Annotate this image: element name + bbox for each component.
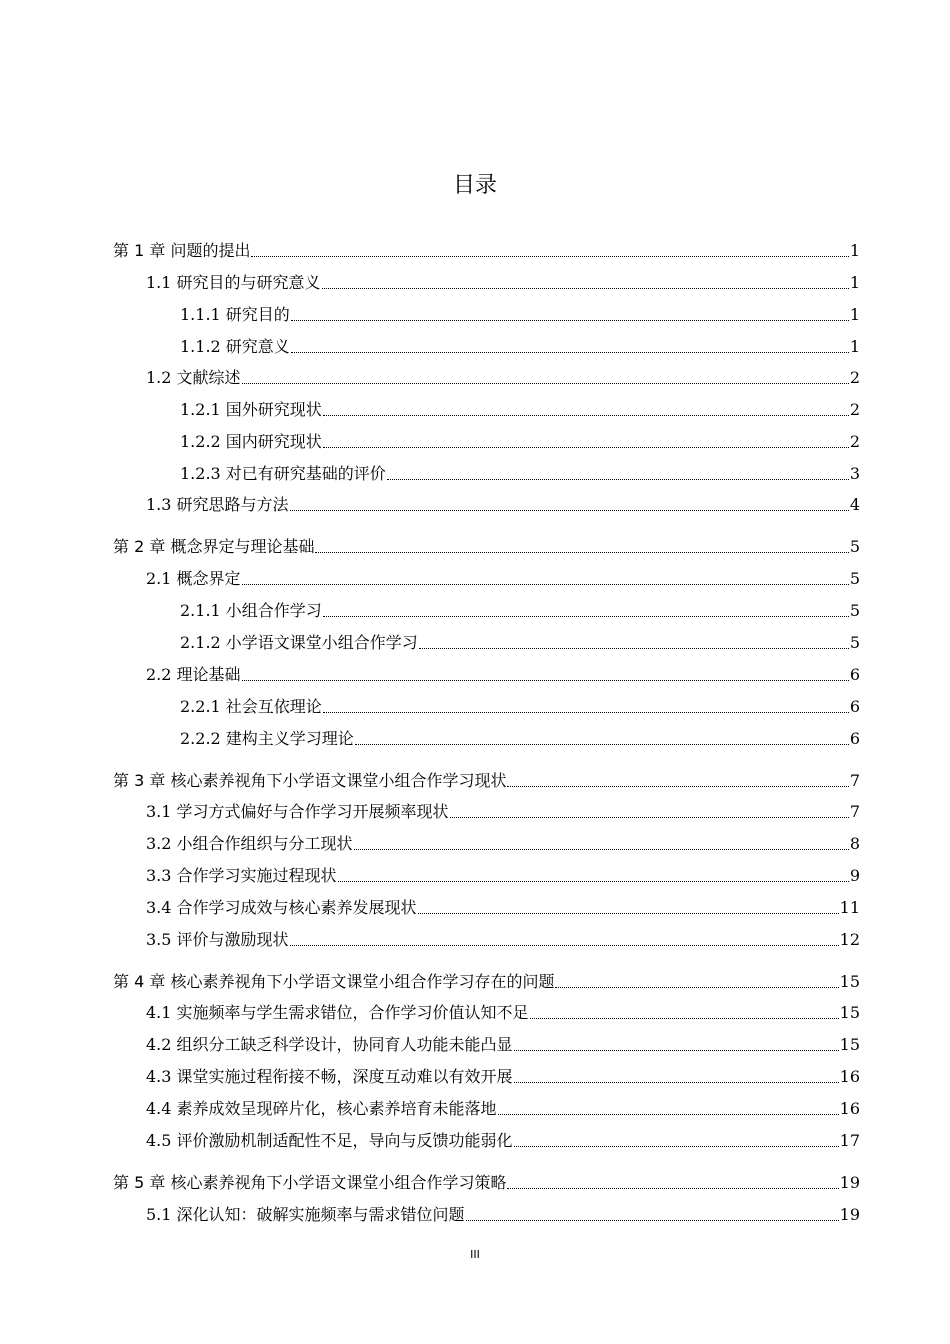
toc-section-entry[interactable] — [146, 1002, 860, 1024]
toc-entry-label: 3.5 评价与激励现状 — [146, 930, 289, 949]
toc-entry-label: 1.1 研究目的与研究意义 — [146, 273, 321, 292]
toc-section-entry[interactable] — [146, 1204, 860, 1226]
toc-section-entry[interactable] — [146, 929, 860, 951]
toc-section-entry[interactable] — [146, 865, 860, 887]
toc-section-entry[interactable] — [146, 1066, 860, 1088]
toc-dot-leader — [514, 1146, 839, 1147]
toc-entry-label: 2.2.1 社会互依理论 — [180, 697, 322, 716]
toc-entry-label: 3.2 小组合作组织与分工现状 — [146, 834, 353, 853]
toc-section-entry[interactable] — [180, 431, 860, 453]
toc-entry-page: 5 — [849, 633, 860, 652]
toc-dot-leader — [418, 913, 839, 914]
toc-section-entry[interactable] — [180, 399, 860, 421]
toc-entry-page: 6 — [849, 697, 860, 716]
toc-dot-leader — [242, 584, 849, 585]
toc-section-entry[interactable] — [180, 696, 860, 718]
toc-dot-leader — [290, 945, 839, 946]
toc-dot-leader — [242, 383, 849, 384]
toc-dot-leader — [466, 1220, 839, 1221]
toc-dot-leader — [322, 288, 849, 289]
toc-section-entry[interactable] — [146, 568, 860, 590]
toc-dot-leader — [323, 712, 849, 713]
toc-dot-leader — [291, 352, 849, 353]
toc-dot-leader — [323, 415, 849, 416]
toc-entry-page: 3 — [849, 464, 860, 483]
toc-entry-label: 4.4 素养成效呈现碎片化，核心素养培育未能落地 — [146, 1099, 497, 1118]
toc-dot-leader — [514, 1082, 839, 1083]
toc-dot-leader — [290, 510, 849, 511]
toc-dot-leader — [514, 1050, 839, 1051]
toc-chapter-entry[interactable] — [113, 240, 860, 262]
toc-entry-page: 4 — [849, 495, 860, 514]
toc-entry-label: 2.2.2 建构主义学习理论 — [180, 729, 354, 748]
toc-dot-leader — [530, 1018, 839, 1019]
toc-dot-leader — [291, 320, 849, 321]
toc-entry-page: 17 — [839, 1131, 860, 1150]
toc-entry-page: 7 — [849, 802, 860, 821]
toc-entry-label: 第 1 章 问题的提出 — [113, 241, 251, 260]
toc-section-entry[interactable] — [146, 1130, 860, 1152]
toc-entry-page: 5 — [849, 601, 860, 620]
toc-entry-label: 4.5 评价激励机制适配性不足，导向与反馈功能弱化 — [146, 1131, 513, 1150]
toc-entry-page: 5 — [849, 569, 860, 588]
toc-entry-page: 19 — [839, 1173, 860, 1192]
toc-section-entry[interactable] — [146, 801, 860, 823]
toc-chapter-entry[interactable] — [113, 536, 860, 558]
toc-entry-label: 3.4 合作学习成效与核心素养发展现状 — [146, 898, 417, 917]
toc-entry-page: 16 — [839, 1099, 860, 1118]
toc-entry-page: 6 — [849, 665, 860, 684]
toc-entry-label: 1.2.2 国内研究现状 — [180, 432, 322, 451]
toc-entry-page: 2 — [849, 368, 860, 387]
toc-entry-label: 第 4 章 核心素养视角下小学语文课堂小组合作学习存在的问题 — [113, 972, 555, 991]
toc-entry-label: 3.3 合作学习实施过程现状 — [146, 866, 337, 885]
toc-entry-label: 2.1.1 小组合作学习 — [180, 601, 322, 620]
toc-section-entry[interactable] — [146, 272, 860, 294]
toc-entry-page: 1 — [849, 273, 860, 292]
toc-chapter-entry[interactable] — [113, 770, 860, 792]
toc-dot-leader — [498, 1114, 839, 1115]
toc-entry-label: 2.1.2 小学语文课堂小组合作学习 — [180, 633, 418, 652]
toc-entry-page: 1 — [849, 241, 860, 260]
toc-section-entry[interactable] — [180, 632, 860, 654]
toc-entry-label: 4.2 组织分工缺乏科学设计，协同育人功能未能凸显 — [146, 1035, 513, 1054]
toc-entry-label: 5.1 深化认知：破解实施频率与需求错位问题 — [146, 1205, 465, 1224]
page-title: 目录 — [452, 173, 497, 198]
toc-dot-leader — [507, 1188, 838, 1189]
toc-entry-page: 7 — [849, 771, 860, 790]
toc-dot-leader — [555, 987, 838, 988]
toc-entry-label: 1.2.1 国外研究现状 — [180, 400, 322, 419]
toc-section-entry[interactable] — [180, 304, 860, 326]
toc-entry-page: 9 — [849, 866, 860, 885]
toc-section-entry[interactable] — [146, 494, 860, 516]
toc-chapter-entry[interactable] — [113, 1172, 860, 1194]
toc-chapter-entry[interactable] — [113, 971, 860, 993]
toc-entry-label: 1.1.2 研究意义 — [180, 337, 290, 356]
toc-dot-leader — [387, 479, 849, 480]
toc-entry-page: 2 — [849, 432, 860, 451]
toc-section-entry[interactable] — [146, 833, 860, 855]
toc-entry-label: 4.3 课堂实施过程衔接不畅，深度互动难以有效开展 — [146, 1067, 513, 1086]
toc-dot-leader — [507, 786, 848, 787]
toc-entry-page: 2 — [849, 400, 860, 419]
toc-dot-leader — [355, 744, 849, 745]
toc-entry-page: 1 — [849, 337, 860, 356]
toc-section-entry[interactable] — [146, 1034, 860, 1056]
toc-entry-page: 16 — [839, 1067, 860, 1086]
toc-entry-label: 第 3 章 核心素养视角下小学语文课堂小组合作学习现状 — [113, 771, 507, 790]
toc-dot-leader — [242, 680, 849, 681]
toc-entry-label: 1.2 文献综述 — [146, 368, 241, 387]
toc-section-entry[interactable] — [146, 897, 860, 919]
toc-entry-page: 8 — [849, 834, 860, 853]
toc-section-entry[interactable] — [146, 1098, 860, 1120]
toc-section-entry[interactable] — [180, 600, 860, 622]
toc-entry-page: 1 — [849, 305, 860, 324]
toc-section-entry[interactable] — [180, 336, 860, 358]
toc-entry-page: 11 — [839, 898, 860, 917]
toc-dot-leader — [251, 256, 848, 257]
toc-dot-leader — [419, 648, 849, 649]
toc-entry-label: 1.3 研究思路与方法 — [146, 495, 289, 514]
toc-entry-label: 2.1 概念界定 — [146, 569, 241, 588]
toc-entry-label: 1.1.1 研究目的 — [180, 305, 290, 324]
toc-dot-leader — [323, 447, 849, 448]
toc-section-entry[interactable] — [146, 367, 860, 389]
toc-entry-page: 15 — [839, 1003, 860, 1022]
toc-section-entry[interactable] — [180, 463, 860, 485]
toc-section-entry[interactable] — [180, 728, 860, 750]
toc-entry-label: 2.2 理论基础 — [146, 665, 241, 684]
toc-entry-page: 15 — [839, 972, 860, 991]
toc-dot-leader — [354, 849, 849, 850]
toc-entry-label: 4.1 实施频率与学生需求错位，合作学习价值认知不足 — [146, 1003, 529, 1022]
toc-entry-label: 第 2 章 概念界定与理论基础 — [113, 537, 315, 556]
toc-entry-page: 6 — [849, 729, 860, 748]
toc-entry-label: 第 5 章 核心素养视角下小学语文课堂小组合作学习策略 — [113, 1173, 507, 1192]
toc-dot-leader — [338, 881, 849, 882]
toc-entry-page: 5 — [849, 537, 860, 556]
toc-dot-leader — [315, 552, 848, 553]
toc-entry-page: 19 — [839, 1205, 860, 1224]
page-number: III — [470, 1248, 480, 1261]
toc-entry-page: 12 — [839, 930, 860, 949]
toc-section-entry[interactable] — [146, 664, 860, 686]
toc-entry-page: 15 — [839, 1035, 860, 1054]
toc-dot-leader — [323, 616, 849, 617]
toc-entry-label: 3.1 学习方式偏好与合作学习开展频率现状 — [146, 802, 449, 821]
toc-dot-leader — [450, 817, 849, 818]
toc-entry-label: 1.2.3 对已有研究基础的评价 — [180, 464, 386, 483]
